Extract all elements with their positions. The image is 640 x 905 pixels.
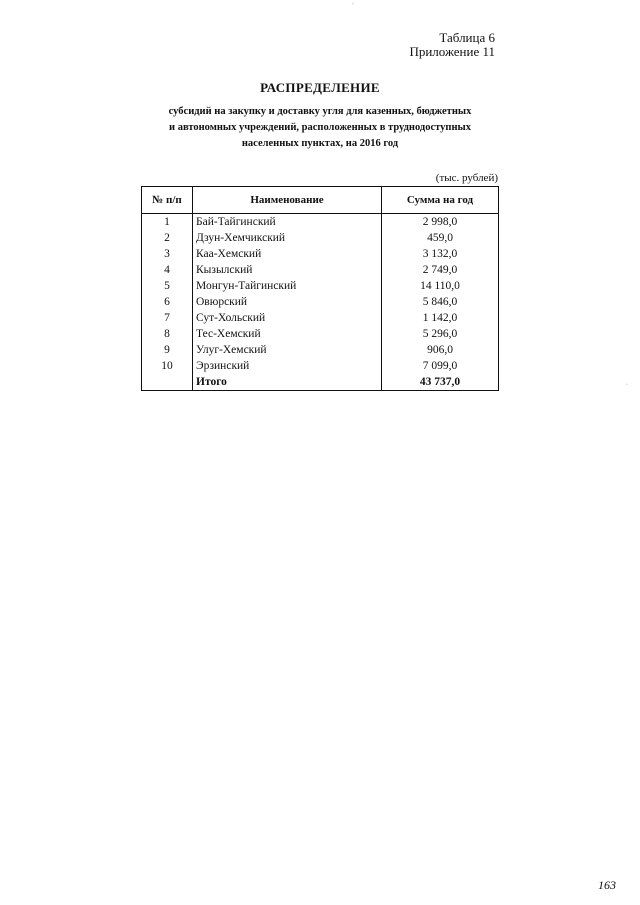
row-name: Тес-Хемский: [193, 326, 382, 342]
header-name: Наименование: [193, 187, 382, 214]
row-sum: 7 099,0: [382, 358, 499, 374]
table-row: [142, 230, 499, 246]
total-num: [142, 374, 193, 391]
row-num: 10: [142, 358, 193, 374]
table-row: [142, 262, 499, 278]
table-row: [142, 246, 499, 262]
table-row: [142, 310, 499, 326]
table-row: [142, 294, 499, 310]
total-label: Итого: [193, 374, 382, 391]
row-name: Сут-Хольский: [193, 310, 382, 326]
table-row: [142, 342, 499, 358]
row-num: 5: [142, 278, 193, 294]
row-name: Улуг-Хемский: [193, 342, 382, 358]
table-row: [142, 278, 499, 294]
row-num: 4: [142, 262, 193, 278]
page-number: 163: [598, 878, 616, 892]
document-subtitle: [140, 104, 500, 152]
document-title: РАСПРЕДЕЛЕНИЕ: [260, 80, 380, 95]
row-sum: 1 142,0: [382, 310, 499, 326]
header-num: № п/п: [142, 187, 193, 214]
subtitle-line-1: субсидий на закупку и доставку угля для казенных, бюджетных: [168, 106, 472, 117]
row-name: Бай-Тайгинский: [193, 214, 382, 231]
appendix-number: Приложение 11: [409, 44, 495, 59]
row-num: 8: [142, 326, 193, 342]
row-name: Эрзинский: [193, 358, 382, 374]
row-name: Каа-Хемский: [193, 246, 382, 262]
distribution-table: [141, 186, 499, 391]
total-sum: 43 737,0: [382, 374, 499, 391]
table-header-row: [142, 187, 499, 214]
table-total-row: [142, 374, 499, 391]
row-num: 3: [142, 246, 193, 262]
row-sum: 14 110,0: [382, 278, 499, 294]
row-sum: 2 749,0: [382, 262, 499, 278]
row-sum: 459,0: [382, 230, 499, 246]
row-sum: 2 998,0: [382, 214, 499, 231]
row-name: Овюрский: [193, 294, 382, 310]
row-num: 2: [142, 230, 193, 246]
row-name: Дзун-Хемчикский: [193, 230, 382, 246]
table-row: [142, 326, 499, 342]
scan-speck: `: [352, 4, 354, 10]
table-row: [142, 358, 499, 374]
row-name: Монгун-Тайгинский: [193, 278, 382, 294]
subtitle-line-3: населенных пунктах, на 2016 год: [241, 138, 399, 149]
row-sum: 3 132,0: [382, 246, 499, 262]
scan-speck: ·: [626, 382, 628, 388]
table-number: Таблица 6: [439, 30, 495, 45]
row-num: 1: [142, 214, 193, 231]
row-sum: 906,0: [382, 342, 499, 358]
row-num: 7: [142, 310, 193, 326]
subtitle-line-2: и автономных учреждений, расположенных в труднодоступных: [169, 122, 471, 133]
row-name: Кызылский: [193, 262, 382, 278]
row-sum: 5 846,0: [382, 294, 499, 310]
row-sum: 5 296,0: [382, 326, 499, 342]
row-num: 9: [142, 342, 193, 358]
row-num: 6: [142, 294, 193, 310]
header-sum: Сумма на год: [382, 187, 499, 214]
table-row: [142, 214, 499, 231]
unit-label: (тыс. рублей): [435, 172, 498, 184]
